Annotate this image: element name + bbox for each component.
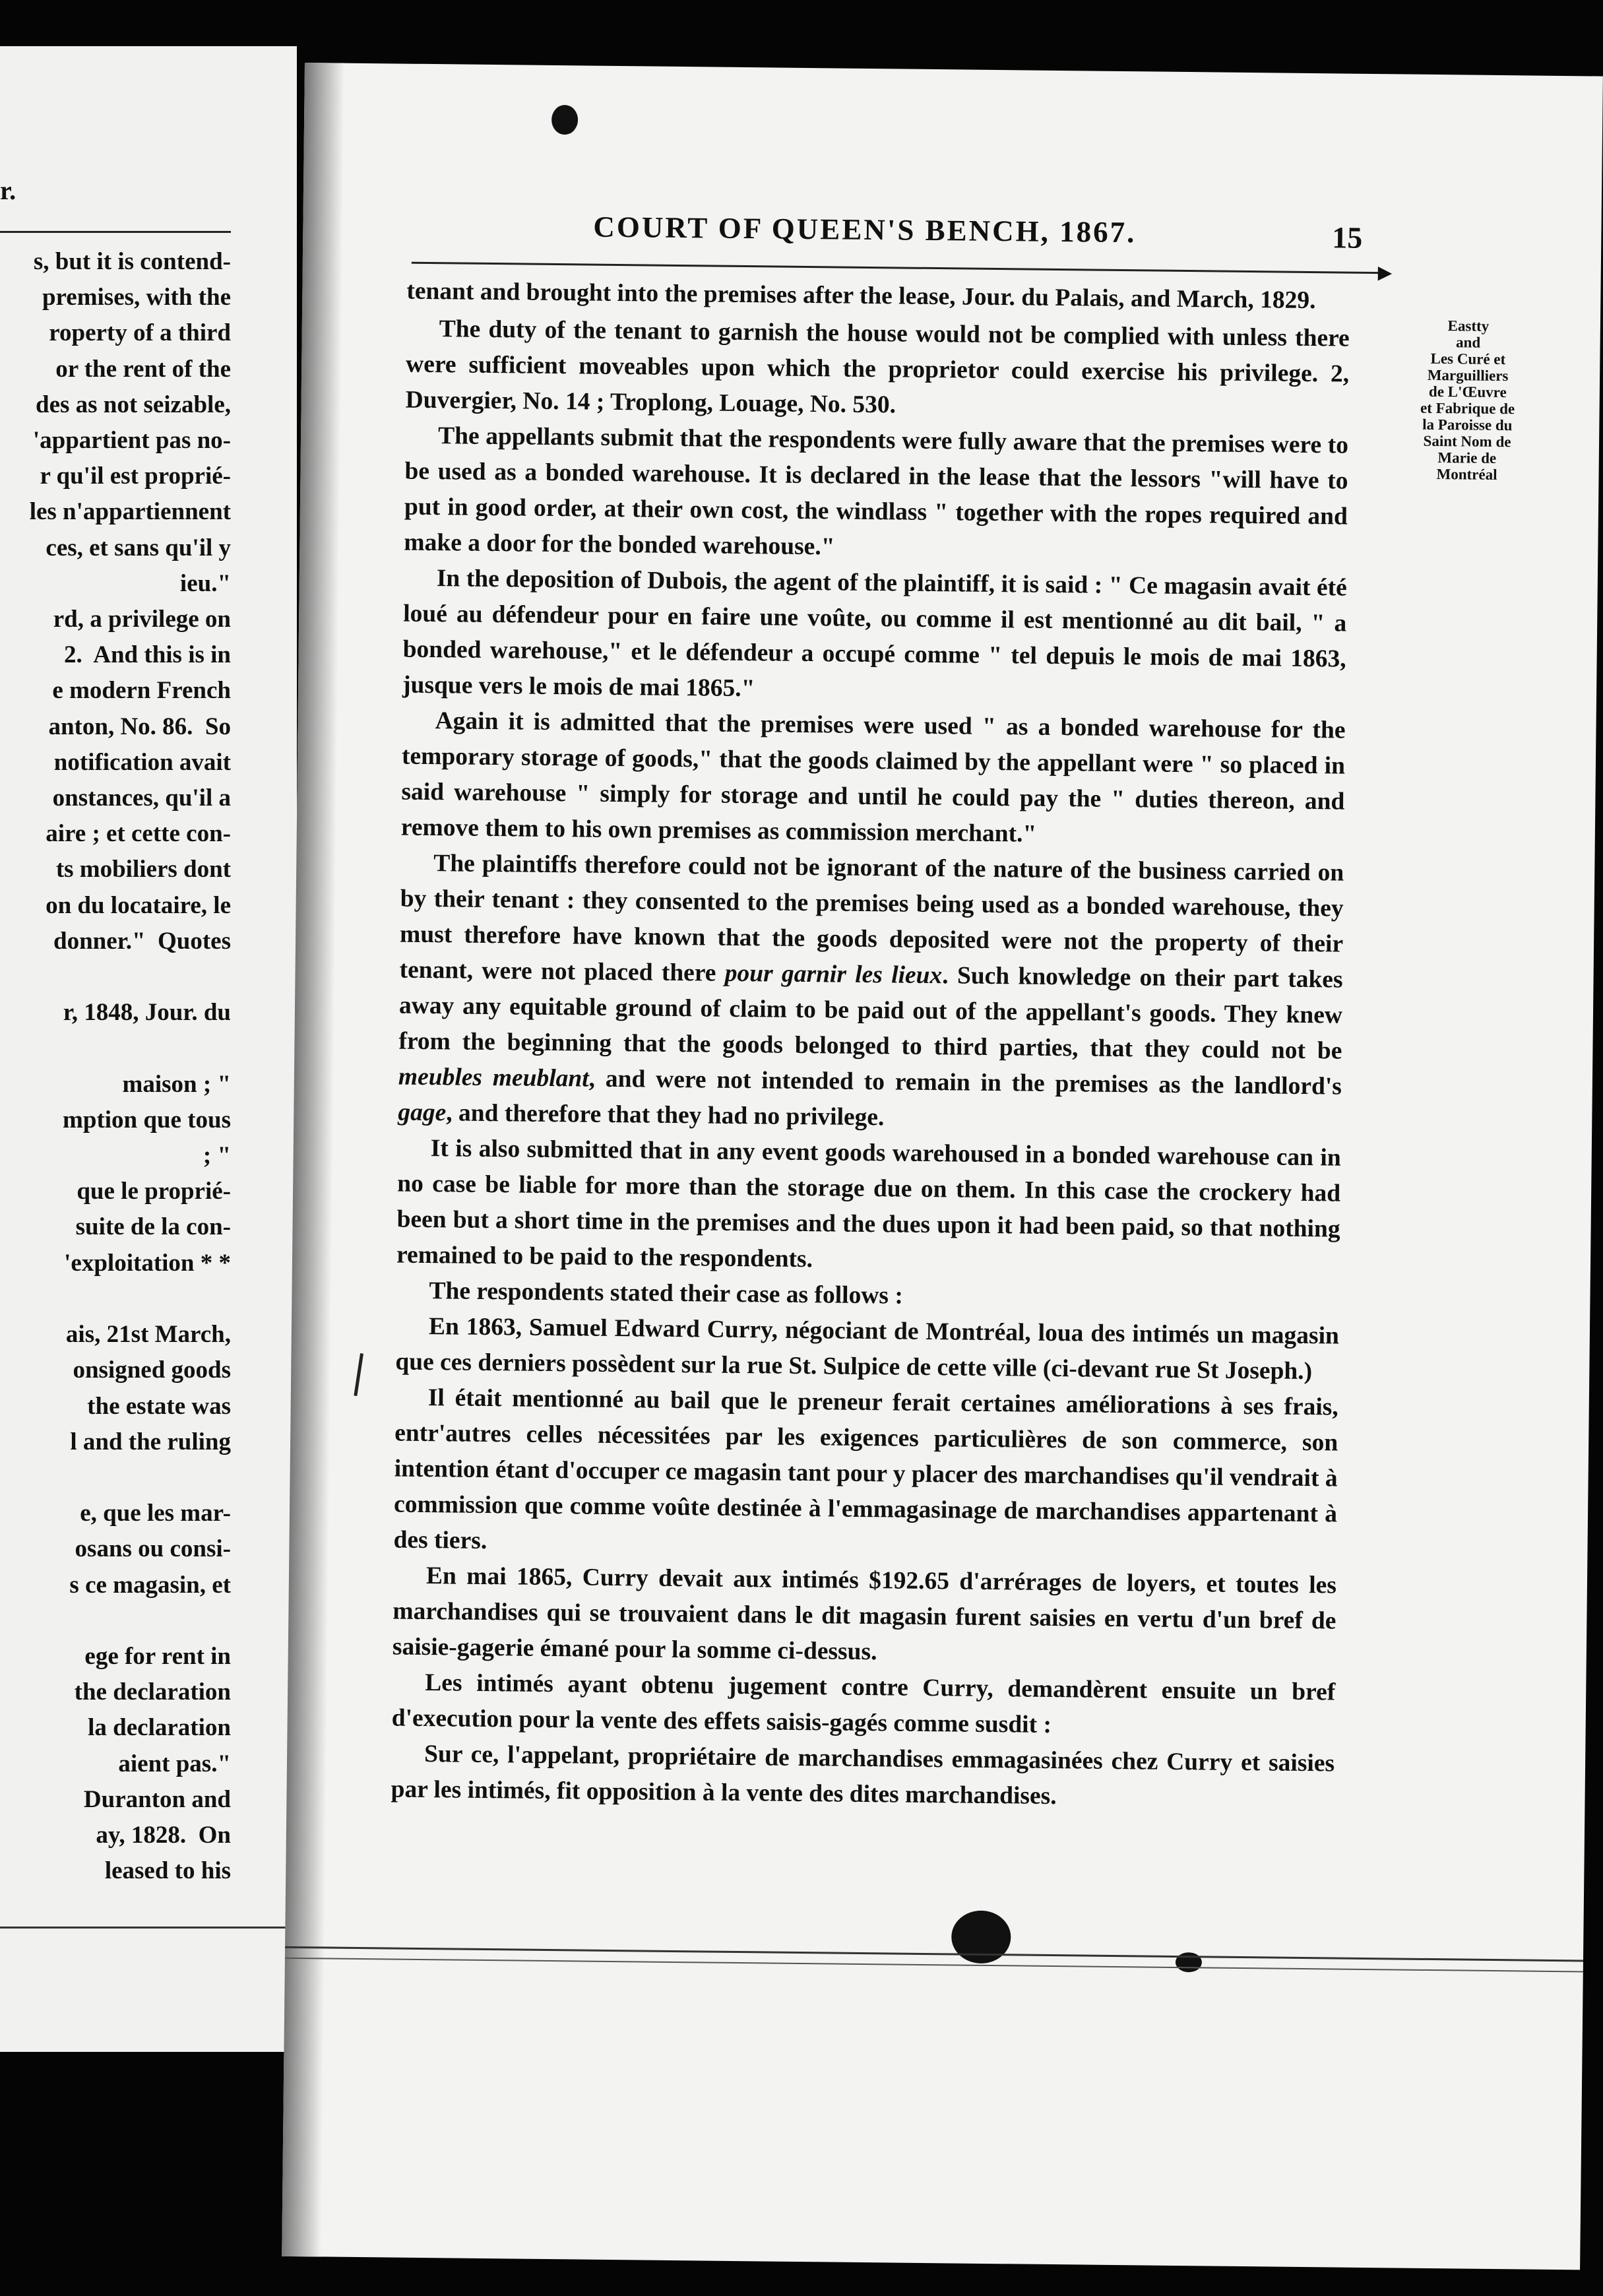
previous-page-line: mption que tous [63,1106,231,1133]
previous-page-line: 'exploitation * * [64,1249,231,1277]
previous-page-line [0,1031,231,1066]
previous-page-line: notification avait [53,748,231,776]
previous-page-fragment [0,46,297,2052]
previous-page-line: la declaration [88,1714,231,1742]
previous-page-line: onstances, qu'il a [52,784,231,812]
previous-page-line: premises, with the [42,284,231,311]
paragraph: The respondents stated their case as follows : [429,1277,904,1310]
previous-page-line: onsigned goods [73,1356,231,1384]
previous-page-line: donner." Quotes [53,927,231,955]
previous-page-bottom-rule [0,1927,297,1929]
marginal-note-line: la Paroisse du [1422,416,1513,434]
paragraph: tenant and brought into the premises after the lease, Jour. du Palais, and March, 1829. [406,277,1316,315]
previous-page-line: ces, et sans qu'il y [46,534,231,561]
marginal-note-line: de L'Œuvre [1428,383,1507,401]
previous-page-line: ege for rent in [84,1642,231,1670]
previous-page-line [0,959,231,995]
marginal-note-line: et Fabrique de [1420,399,1515,418]
previous-page-line: s, but it is contend- [33,248,231,275]
italic-phrase: pour garnir les lieux [724,959,943,990]
marginal-note-line: Eastty [1447,317,1490,335]
paragraph [398,846,1344,1141]
previous-page-line: roperty of a third [49,319,231,347]
previous-page-text [0,244,231,1889]
previous-page-line: les n'appartiennent [29,498,231,526]
italic-phrase: gage [398,1099,447,1127]
previous-page-line: e modern French [52,677,231,705]
text-run: , and therefore that they had no privilege. [446,1099,885,1132]
previous-page-line: osans ou consi- [75,1535,231,1563]
previous-page-line: aire ; et cette con- [46,820,231,848]
previous-page-line: l and the ruling [70,1428,231,1455]
previous-page-line: 2. And this is in [64,641,231,669]
previous-page-line: r, 1848, Jour. du [63,999,231,1027]
previous-page-line: Duranton and [83,1785,231,1813]
previous-page-line: suite de la con- [75,1213,231,1241]
paragraph: The appellants submit that the respondents were fully aware that the premises were to be used as a bonded warehouse. It is declared in the lease that the lessors "will have to put in good order, at their own cost, the windlass " together with the ropes required and make a door for the bonded warehouse." [404,422,1349,561]
previous-page-line: s ce magasin, et [69,1571,231,1599]
previous-page-line: ay, 1828. On [96,1821,231,1849]
previous-page-line: des as not seizable, [36,391,231,418]
previous-page-line: 'appartient pas no- [32,427,231,455]
running-head: COURT OF QUEEN'S BENCH, 1867. [593,210,1137,249]
paragraph: In the deposition of Dubois, the agent of the plaintiff, it is said : " Ce magasin avait été loué au défendeur pour en faire une voûte, ou comme il est mentionné au dit bail, " a bonded warehouse," et le défendeur a occupé comme " tel depuis le mois de mai 1863, jusque vers le mois de mai 1865." [402,565,1347,703]
marginal-note-line: Marguilliers [1427,366,1509,385]
rule-arrow-icon: ▶ [1377,263,1393,284]
previous-page-line [0,1281,231,1317]
paragraph: Il était mentionné au bail que le preneur ferait certaines améliorations à ses frais, entr'autres celles nécessitées par les exigences particulières de son commerce, son intention étant d'occuper ce magasin tant pour y placer des marchandises qu'il vendrait à commission que comme voûte destinée à l'emmagasinage de marchandises appartenant à des tiers. [393,1384,1338,1555]
marginal-case-title [1387,317,1548,483]
marginal-note-line: Montréal [1436,466,1497,483]
text-run: The plaintiffs therefore could not be ignorant of the nature of the business carried on by their tenant : they consented to the premises being used as a bonded warehouse, they must therefore have known that the goods deposited were not the property of their tenant, were not placed there [399,850,1344,987]
ink-blot [551,105,578,135]
header-rule [412,262,1381,274]
paragraph: Sur ce, l'appelant, propriétaire de marchandises emmagasinées chez Curry et saisies par les intimés, fit opposition à la vente des dites marchandises. [391,1740,1335,1810]
previous-page-line: on du locataire, le [46,891,231,919]
previous-page-line: the declaration [74,1678,231,1706]
previous-page-line: rd, a privilege on [53,606,231,633]
paragraph: Les intimés ayant obtenu jugement contre Curry, demandèrent ensuite un bref d'execution pour la vente des effets saisis-gagés comme susdit : [391,1669,1336,1738]
previous-page-header: r. [0,175,16,205]
previous-page-line: anton, No. 86. So [48,713,231,740]
previous-page-line: ais, 21st March, [65,1321,231,1349]
previous-page-line [0,1460,231,1496]
paragraph: The duty of the tenant to garnish the house would not be complied with unless there were sufficient moveables upon which the proprietor could exercise his privilege. 2, Duvergier, No. 14 ; Troplong, Louage, No. 530. [405,315,1350,419]
paragraph: Again it is admitted that the premises were used " as a bonded warehouse for the temporary storage of goods," that the goods claimed by the appellant were " so placed in said warehouse " simply for storage and until he could pay the " duties thereon, and remove them to his own premises as commission merchant." [400,707,1346,848]
paragraph: En mai 1865, Curry devait aux intimés $192.65 d'arrérages de loyers, et toutes les marchandises qui se trouvaient dans le dit magasin furent saisies en vertu d'un bref de saisie-gagerie émané pour la somme ci-dessus. [392,1562,1337,1666]
italic-phrase: meubles meublant [398,1063,589,1093]
paragraph: En 1863, Samuel Edward Curry, négociant de Montréal, loua des intimés un magasin que ces derniers possèdent sur la rue St. Sulpice de cette ville (ci-devant rue St Joseph.) [395,1313,1340,1386]
previous-page-line: ts mobiliers dont [55,856,231,883]
previous-page-line: the estate was [87,1392,231,1420]
previous-page-line: que le proprié- [77,1178,231,1205]
text-run: , and were not intended to remain in the premises as the landlord's [588,1065,1342,1100]
previous-page-header-rule [0,231,231,233]
page-number: 15 [1332,220,1363,255]
previous-page-line: or the rent of the [55,355,231,383]
previous-page-line: ; " [203,1142,231,1170]
previous-page-line: leased to his [104,1857,231,1885]
previous-page-line: maison ; " [122,1070,231,1098]
previous-page-line: ieu." [179,569,231,597]
previous-page-line: aient pas." [118,1750,231,1777]
previous-page-line [0,1603,231,1639]
body-text [391,274,1350,1818]
margin-pencil-mark [354,1353,363,1396]
marginal-note-line: Les Curé et [1430,350,1506,368]
page [282,63,1603,2270]
marginal-note-line: Saint Nom de [1423,432,1511,451]
paragraph: It is also submitted that in any event goods warehoused in a bonded warehouse can in no case be liable for more than the storage due on them. In this case the crockery had been but a short time in the premises and the dues upon it had been paid, so that nothing remained to be paid to the respondents. [396,1135,1341,1273]
marginal-note-line: and [1455,334,1481,351]
previous-page-line: e, que les mar- [80,1500,231,1527]
text-run: . Such knowledge on their part takes away any equitable ground of claim to be paid out of the appellant's goods. They knew from the beginning that the goods belonged to third parties, that they could not be [398,962,1343,1065]
marginal-note-line: Marie de [1437,449,1497,466]
previous-page-line: r qu'il est proprié- [40,462,231,490]
